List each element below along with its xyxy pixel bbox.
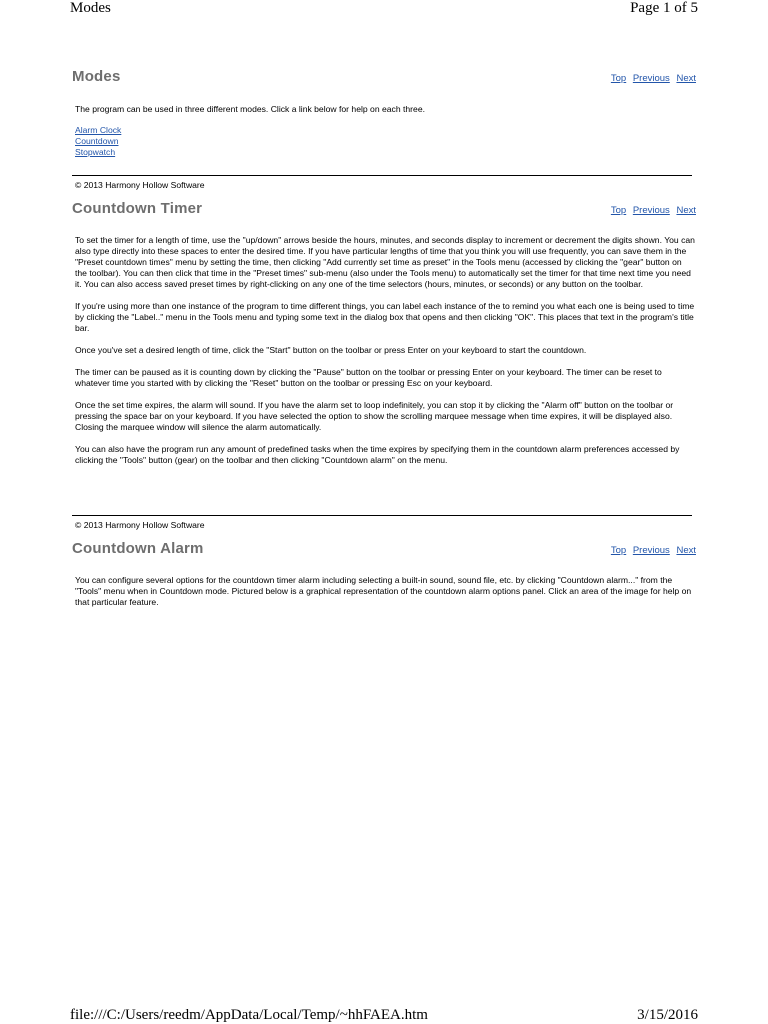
- nav-previous-link[interactable]: Previous: [632, 73, 670, 84]
- nav-top-link[interactable]: Top: [610, 545, 627, 556]
- section-modes: [72, 68, 696, 188]
- nav-previous-link[interactable]: Previous: [632, 545, 670, 556]
- copyright: © 2013 Harmony Hollow Software: [75, 520, 205, 530]
- section-body: [75, 104, 695, 126]
- divider: [72, 175, 692, 176]
- paragraph: The timer can be paused as it is counting down by clicking the "Pause" button on the toolbar or pressing Enter on your keyboard. The timer can be reset to whatever time you started with by clicking the "Reset" button on the toolbar or pressing Esc on your keyboard.: [75, 367, 662, 388]
- section-nav: [607, 73, 696, 84]
- section-countdown-timer: [72, 200, 696, 530]
- print-header-title: Modes: [70, 0, 111, 16]
- copyright: © 2013 Harmony Hollow Software: [75, 180, 205, 190]
- section-countdown-alarm: [72, 540, 696, 620]
- section-body: [75, 575, 695, 619]
- nav-previous-link[interactable]: Previous: [632, 205, 670, 216]
- paragraph: You can configure several options for the countdown timer alarm including selecting a built-in sound, sound file, etc. by clicking "Countdown alarm..." from the "Tools" menu when in Countdown mode. Pictured below is a graphical representation of the countdown alarm options panel. Click an area of the image for help on that particular feature.: [75, 575, 692, 607]
- paragraph: If you're using more than one instance of the program to time different things, you can label each instance of the to remind you what each one is being used to time by clicking the "Label.." menu in the Tools menu and typing some text in the dialog box that opens and then clicking "OK". This places that text in the program's title bar.: [75, 301, 695, 333]
- mode-links: [75, 125, 121, 158]
- section-title: Countdown Timer: [72, 200, 203, 217]
- nav-next-link[interactable]: Next: [676, 545, 696, 556]
- nav-top-link[interactable]: Top: [610, 73, 627, 84]
- print-header-page: Page 1 of 5: [630, 0, 698, 16]
- section-title: Countdown Alarm: [72, 540, 204, 557]
- paragraph: Once you've set a desired length of time, click the "Start" button on the toolbar or press Enter on your keyboard to start the countdown.: [75, 345, 587, 355]
- print-footer-path: file:///C:/Users/reedm/AppData/Local/Temp/~hhFAEA.htm: [70, 1007, 428, 1023]
- divider: [72, 515, 692, 516]
- link-alarm-clock[interactable]: Alarm Clock: [75, 125, 122, 135]
- section-nav: [607, 205, 696, 216]
- section-nav: [607, 545, 696, 556]
- paragraph: You can also have the program run any amount of predefined tasks when the time expires by specifying them in the countdown alarm preferences accessed by clicking the "Tools" button (gear) on the toolbar and then clicking "Countdown alarm" on the menu.: [75, 444, 680, 465]
- print-footer-date: 3/15/2016: [637, 1007, 698, 1023]
- section-body: [75, 235, 695, 477]
- nav-next-link[interactable]: Next: [676, 205, 696, 216]
- paragraph: Once the set time expires, the alarm will sound. If you have the alarm set to loop indefinitely, you can stop it by clicking the "Alarm off" button on the toolbar or pressing the space bar on your keyboard. If you have selected the option to show the scrolling marquee message when time expires, it will be displayed also. Closing the marquee window will silence the alarm automatically.: [75, 400, 674, 432]
- link-stopwatch[interactable]: Stopwatch: [75, 147, 116, 157]
- nav-top-link[interactable]: Top: [610, 205, 627, 216]
- paragraph: To set the timer for a length of time, use the "up/down" arrows beside the hours, minutes, and seconds display to increment or decrement the digits shown. You can also type directly into these spaces to enter the desired time. If you have particular lengths of time that you think you will use frequently, you can save them in the "Preset countdown times" menu by setting the time, then clicking "Add currently set time as preset" in the Tools menu (accessed by clicking the "gear" button on the toolbar). You can then click that time in the "Preset times" sub-menu (also under the Tools menu) to automatically set the timer for that time next time you need it. You can also access saved preset times by right-clicking on any one of the time selectors (hours, minutes, or seconds) or any button on the toolbar.: [75, 235, 695, 289]
- link-countdown[interactable]: Countdown: [75, 136, 119, 146]
- section-title: Modes: [72, 68, 121, 85]
- paragraph: The program can be used in three different modes. Click a link below for help on each three.: [75, 104, 425, 114]
- nav-next-link[interactable]: Next: [676, 73, 696, 84]
